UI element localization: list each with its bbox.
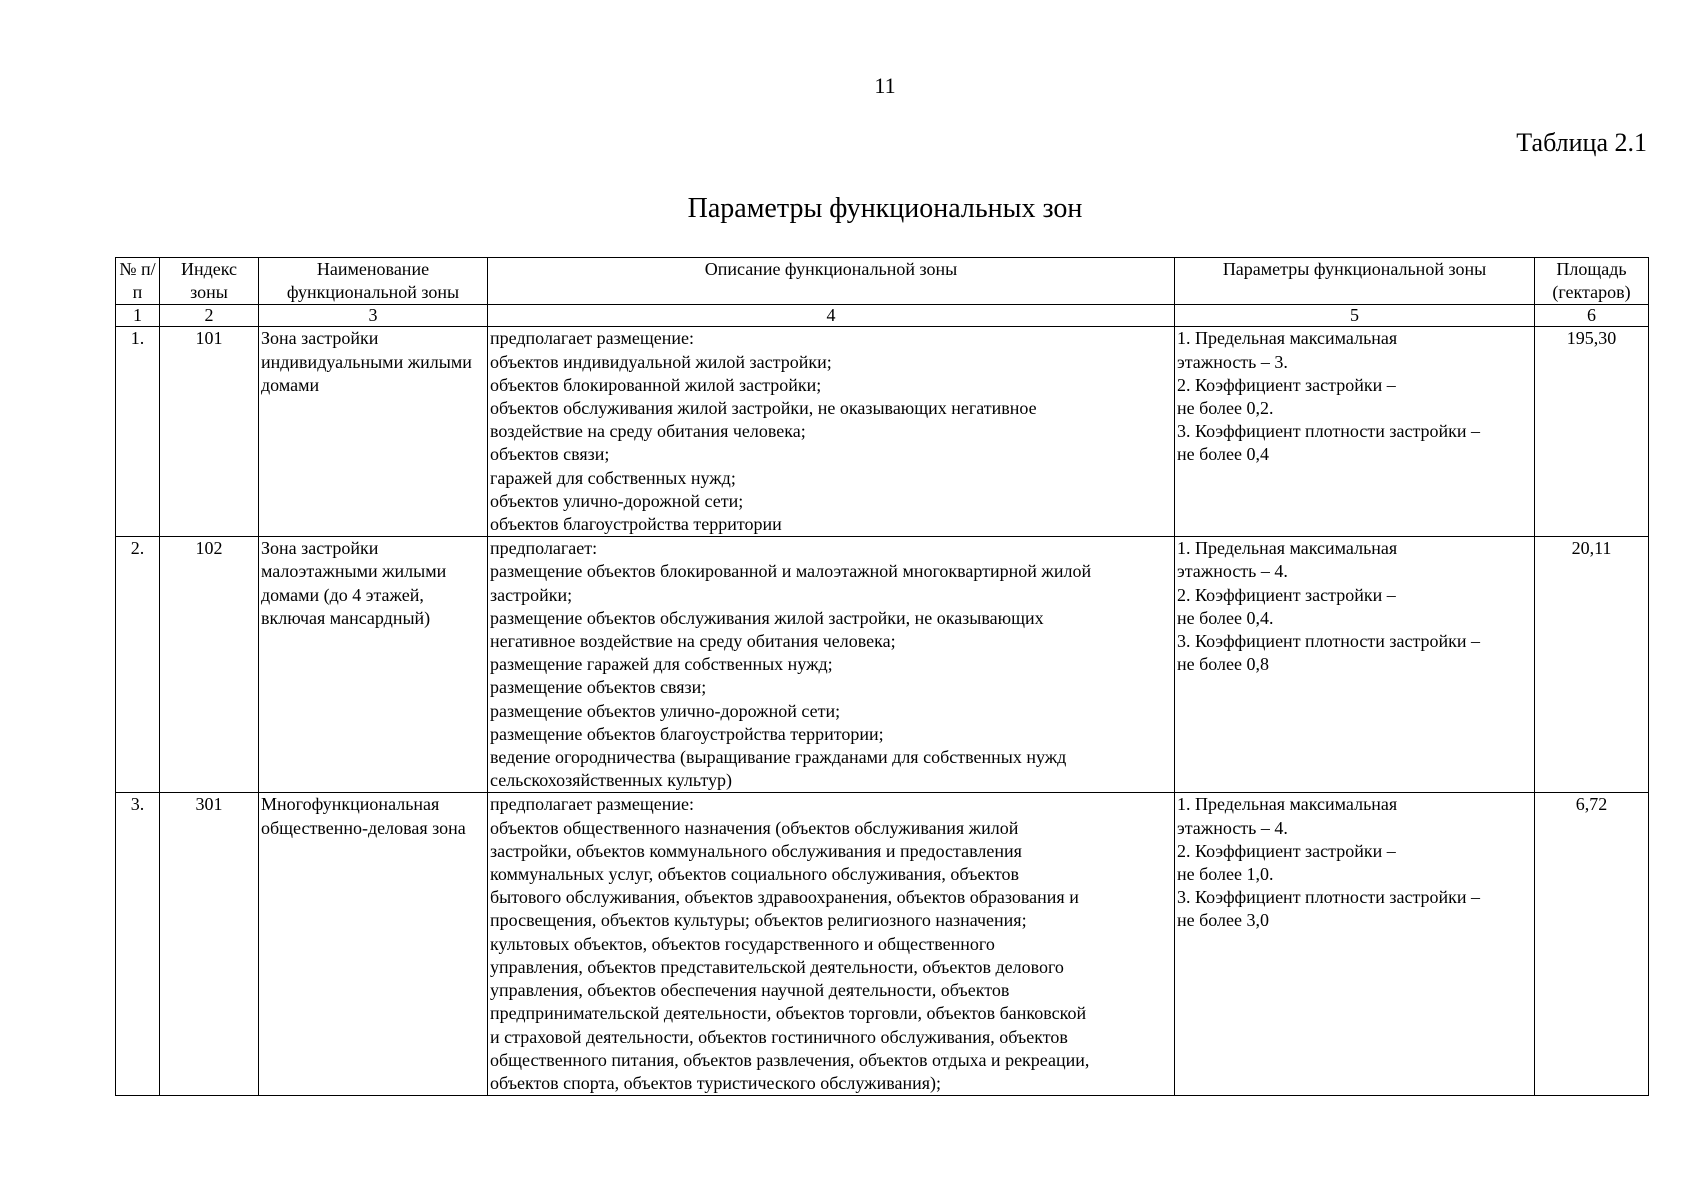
header-cell-area: Площадь (гектаров) <box>1535 258 1649 305</box>
description-line: объектов обслуживания жилой застройки, не оказывающих негативное <box>490 398 1037 419</box>
description-line: предпринимательской деятельности, объектов торговли, объектов банковской <box>490 1003 1087 1024</box>
header-cell-index: Индекс зоны <box>160 258 259 305</box>
column-number: 5 <box>1175 305 1535 327</box>
zone-parameters <box>1175 793 1535 1096</box>
zone-index: 102 <box>160 537 259 793</box>
zone-name: Многофункциональная общественно-деловая зона <box>259 793 488 1096</box>
description-line: негативное воздействие на среду обитания человека; <box>490 631 896 652</box>
description-line: предполагает: <box>490 538 598 559</box>
row-number: 1. <box>116 327 160 537</box>
description-line: размещение гаражей для собственных нужд; <box>490 654 833 675</box>
parameter-line: не более 0,4. <box>1177 607 1274 628</box>
description-line: и страховой деятельности, объектов гостиничного обслуживания, объектов <box>490 1026 1068 1047</box>
description-line: размещение объектов связи; <box>490 677 707 698</box>
column-number-row <box>116 305 1649 327</box>
parameter-line: 1. Предельная максимальная <box>1177 794 1398 815</box>
parameter-line: 3. Коэффициент плотности застройки – <box>1177 421 1481 442</box>
description-line: воздействие на среду обитания человека; <box>490 421 806 442</box>
parameter-line: не более 0,8 <box>1177 654 1270 675</box>
zone-name: Зона застройки индивидуальными жилыми домами <box>259 327 488 537</box>
row-number: 3. <box>116 793 160 1096</box>
zone-area: 6,72 <box>1535 793 1649 1096</box>
zone-description <box>488 327 1175 537</box>
description-line: сельскохозяйственных культур) <box>490 770 733 791</box>
description-line: объектов блокированной жилой застройки; <box>490 374 822 395</box>
parameter-line: этажность – 4. <box>1177 817 1288 838</box>
header-cell-description: Описание функциональной зоны <box>488 258 1175 305</box>
zone-description <box>488 793 1175 1096</box>
parameter-line: не более 1,0. <box>1177 864 1274 885</box>
parameter-line: 1. Предельная максимальная <box>1177 328 1398 349</box>
parameter-line: 2. Коэффициент застройки – <box>1177 584 1396 605</box>
description-line: предполагает размещение: <box>490 328 694 349</box>
zone-area: 195,30 <box>1535 327 1649 537</box>
parameter-line: не более 0,2. <box>1177 398 1274 419</box>
description-line: размещение объектов улично-дорожной сети; <box>490 700 841 721</box>
description-line: объектов индивидуальной жилой застройки; <box>490 351 832 372</box>
parameter-line: 3. Коэффициент плотности застройки – <box>1177 887 1481 908</box>
column-number: 1 <box>116 305 160 327</box>
description-line: застройки, объектов коммунального обслуживания и предоставления <box>490 840 1022 861</box>
description-line: застройки; <box>490 584 573 605</box>
zone-name: Зона застройки малоэтажными жилыми домами (до 4 этажей, включая мансардный) <box>259 537 488 793</box>
description-line: ведение огородничества (выращивание гражданами для собственных нужд <box>490 747 1067 768</box>
column-number: 4 <box>488 305 1175 327</box>
page-title: Параметры функциональных зон <box>687 193 1083 224</box>
description-line: управления, объектов представительской деятельности, объектов делового <box>490 956 1064 977</box>
description-line: размещение объектов благоустройства территории; <box>490 723 884 744</box>
table-row <box>116 327 1649 537</box>
column-number: 2 <box>160 305 259 327</box>
parameter-line: 1. Предельная максимальная <box>1177 538 1398 559</box>
zone-parameters-table <box>115 257 1649 1096</box>
description-line: размещение объектов обслуживания жилой застройки, не оказывающих <box>490 607 1044 628</box>
description-line: объектов связи; <box>490 444 610 465</box>
description-line: объектов спорта, объектов туристического обслуживания); <box>490 1072 941 1093</box>
parameter-line: 2. Коэффициент застройки – <box>1177 840 1396 861</box>
header-cell-name: Наименование функциональной зоны <box>259 258 488 305</box>
parameter-line: 2. Коэффициент застройки – <box>1177 374 1396 395</box>
description-line: общественного питания, объектов развлечения, объектов отдыха и рекреации, <box>490 1049 1090 1070</box>
zone-index: 301 <box>160 793 259 1096</box>
header-cell-parameters: Параметры функциональной зоны <box>1175 258 1535 305</box>
description-line: предполагает размещение: <box>490 794 694 815</box>
description-line: объектов общественного назначения (объектов обслуживания жилой <box>490 817 1019 838</box>
description-line: коммунальных услуг, объектов социального обслуживания, объектов <box>490 864 1019 885</box>
description-line: бытового обслуживания, объектов здравоохранения, объектов образования и <box>490 887 1079 908</box>
parameter-line: не более 0,4 <box>1177 444 1270 465</box>
description-line: культовых объектов, объектов государственного и общественного <box>490 933 995 954</box>
description-line: просвещения, объектов культуры; объектов религиозного назначения; <box>490 910 1027 931</box>
description-line: объектов благоустройства территории <box>490 514 782 535</box>
page-number: 11 <box>874 73 896 98</box>
zone-parameters <box>1175 327 1535 537</box>
column-number: 3 <box>259 305 488 327</box>
description-line: объектов улично-дорожной сети; <box>490 490 744 511</box>
row-number: 2. <box>116 537 160 793</box>
description-line: управления, объектов обеспечения научной деятельности, объектов <box>490 980 1010 1001</box>
parameter-line: этажность – 3. <box>1177 351 1288 372</box>
column-number: 6 <box>1535 305 1649 327</box>
description-line: размещение объектов блокированной и малоэтажной многоквартирной жилой <box>490 561 1092 582</box>
table-row <box>116 793 1649 1096</box>
table-row <box>116 537 1649 793</box>
zone-description <box>488 537 1175 793</box>
parameter-line: этажность – 4. <box>1177 561 1288 582</box>
parameter-line: не более 3,0 <box>1177 910 1270 931</box>
description-line: гаражей для собственных нужд; <box>490 467 736 488</box>
zone-index: 101 <box>160 327 259 537</box>
zone-area: 20,11 <box>1535 537 1649 793</box>
table-label: Таблица 2.1 <box>1516 128 1647 157</box>
parameter-line: 3. Коэффициент плотности застройки – <box>1177 631 1481 652</box>
zone-parameters <box>1175 537 1535 793</box>
table-header-row <box>116 258 1649 305</box>
header-cell-number: № п/п <box>116 258 160 305</box>
